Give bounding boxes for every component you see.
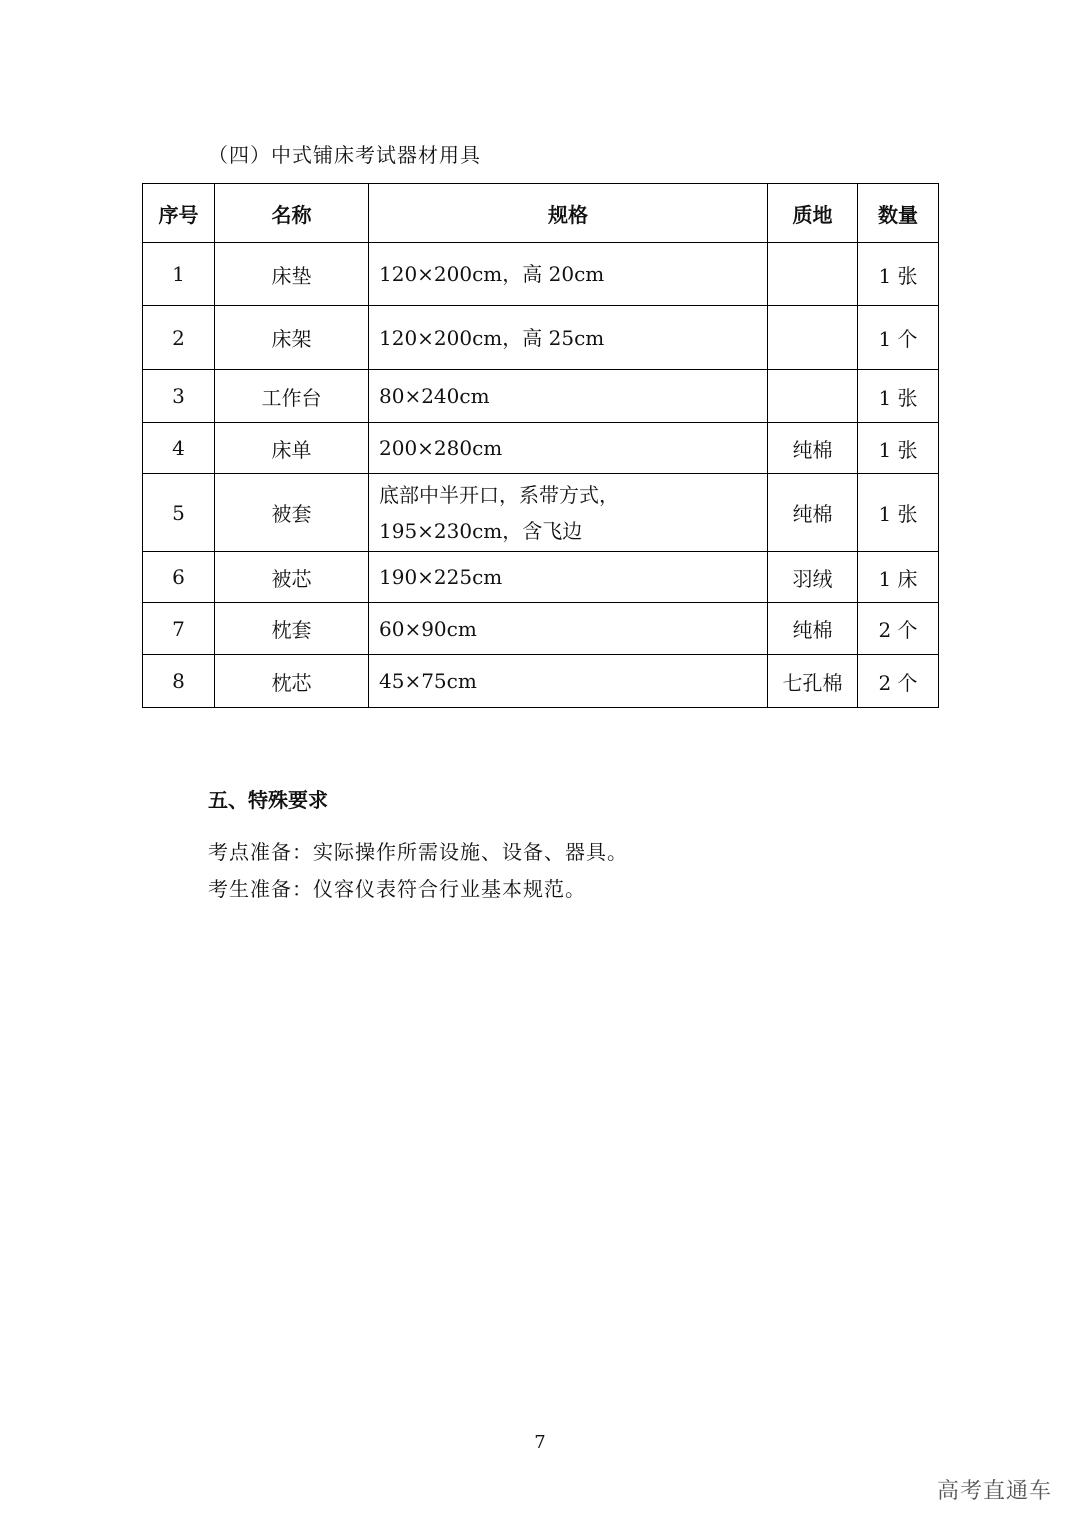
table-header-row [143,184,939,243]
cell-qty: 1 张 [858,423,939,474]
cell-no: 6 [143,552,215,603]
cell-qty: 1 个 [858,306,939,370]
cell-spec: 60×90cm [369,603,768,655]
cell-name: 被芯 [215,552,369,603]
cell-qty: 1 床 [858,552,939,603]
cell-name: 床单 [215,423,369,474]
cell-material [768,370,858,423]
cell-material: 七孔棉 [768,655,858,708]
cell-qty: 1 张 [858,370,939,423]
cell-material [768,243,858,306]
cell-material [768,306,858,370]
cell-no: 3 [143,370,215,423]
section-subtitle: （四）中式铺床考试器材用具 [208,143,481,167]
cell-material: 纯棉 [768,603,858,655]
cell-spec: 底部中半开口，系带方式，195×230cm，含飞边 [369,474,768,552]
cell-qty: 2 个 [858,655,939,708]
cell-qty: 1 张 [858,243,939,306]
cell-spec: 200×280cm [369,423,768,474]
cell-no: 1 [143,243,215,306]
cell-spec: 120×200cm，高 20cm [369,243,768,306]
header-no: 序号 [143,184,215,243]
cell-no: 8 [143,655,215,708]
table-row [143,243,939,306]
cell-no: 7 [143,603,215,655]
cell-name: 工作台 [215,370,369,423]
table-row [143,306,939,370]
section-heading: 五、特殊要求 [208,788,328,812]
equipment-table [142,183,939,708]
header-qty: 数量 [858,184,939,243]
page-number: 7 [534,1432,546,1453]
table-row [143,552,939,603]
watermark-text: 高考直通车 [936,1479,1052,1504]
cell-spec: 190×225cm [369,552,768,603]
table-row [143,474,939,552]
table-row [143,603,939,655]
cell-name: 被套 [215,474,369,552]
cell-no: 2 [143,306,215,370]
cell-spec: 120×200cm，高 25cm [369,306,768,370]
cell-name: 床垫 [215,243,369,306]
requirement-line: 考点准备：实际操作所需设施、设备、器具。 [208,840,628,864]
cell-qty: 1 张 [858,474,939,552]
cell-no: 4 [143,423,215,474]
cell-no: 5 [143,474,215,552]
cell-name: 床架 [215,306,369,370]
cell-material: 纯棉 [768,423,858,474]
cell-qty: 2 个 [858,603,939,655]
header-material: 质地 [768,184,858,243]
cell-name: 枕芯 [215,655,369,708]
table-row [143,655,939,708]
cell-material: 纯棉 [768,474,858,552]
cell-spec: 80×240cm [369,370,768,423]
table-row [143,423,939,474]
table-row [143,370,939,423]
requirement-line: 考生准备：仪容仪表符合行业基本规范。 [208,877,586,901]
cell-spec: 45×75cm [369,655,768,708]
header-name: 名称 [215,184,369,243]
cell-material: 羽绒 [768,552,858,603]
cell-name: 枕套 [215,603,369,655]
header-spec: 规格 [369,184,768,243]
